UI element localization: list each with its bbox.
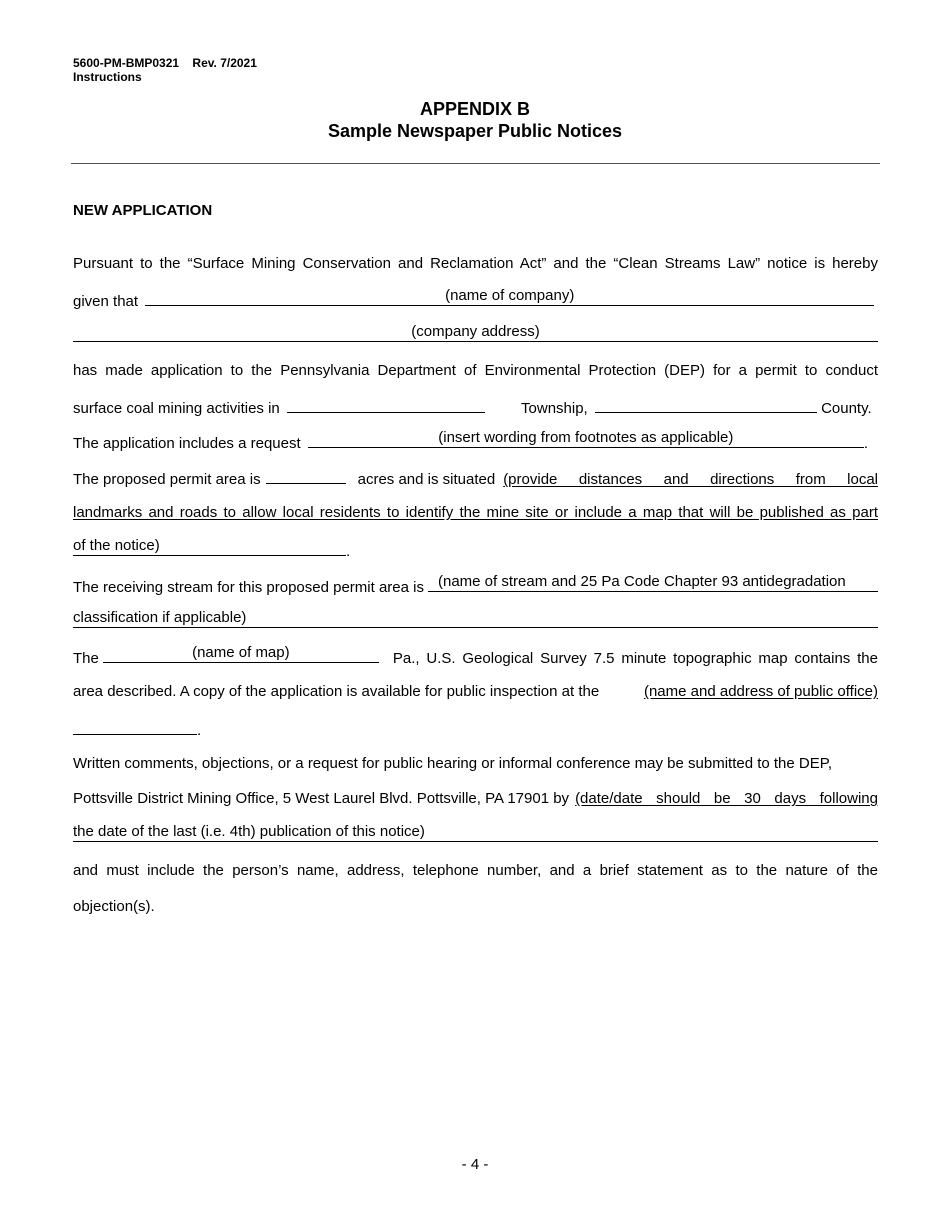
- district-office-text: Pottsville District Mining Office, 5 West Laurel Blvd. Pottsville, PA 17901 by: [73, 790, 570, 807]
- notice-line-2: [73, 289, 878, 312]
- township-blank[interactable]: [287, 396, 485, 413]
- revision: Rev. 7/2021: [192, 56, 257, 70]
- notice-line-9: [73, 539, 878, 562]
- notice-line-3: [73, 325, 878, 348]
- stream-placeholder: (name of stream and 25 Pa Code Chapter 93 antidegradation: [437, 573, 846, 590]
- receiving-stream-text: The receiving stream for this proposed permit area is: [73, 579, 424, 596]
- office-period: .: [197, 722, 202, 739]
- notice-line-13: [73, 682, 878, 702]
- title-divider: [71, 163, 880, 164]
- of-the-notice-placeholder: of the notice): [73, 537, 160, 554]
- notice-line-10: [73, 575, 878, 598]
- date-due-placeholder[interactable]: (date/date should be 30 days following: [575, 790, 878, 807]
- form-id-block: [73, 56, 257, 84]
- county-text: County.: [821, 400, 872, 417]
- notice-line-5: [73, 396, 878, 419]
- notice-line-14: [73, 718, 878, 741]
- usgs-text: Pa., U.S. Geological Survey 7.5 minute topographic map contains the: [392, 650, 878, 667]
- appendix-subtitle: Sample Newspaper Public Notices: [327, 121, 623, 141]
- the-text: The: [73, 650, 99, 667]
- notice-line-16: [73, 789, 878, 809]
- notice-line-11: [73, 611, 878, 634]
- form-number: 5600-PM-BMP0321: [73, 56, 180, 70]
- notice-line-17: [73, 825, 878, 848]
- page-number: - 4 -: [461, 1156, 489, 1173]
- stream-blank[interactable]: [428, 575, 878, 592]
- given-that-text: given that: [73, 293, 139, 310]
- request-wording-blank[interactable]: [308, 431, 864, 448]
- form-number-line: [73, 56, 257, 70]
- classification-blank[interactable]: [73, 611, 878, 628]
- company-address-blank[interactable]: [73, 325, 878, 342]
- notice-line-1: Pursuant to the “Surface Mining Conservation and Reclamation Act” and the “Clean Streams Law” notice is hereby: [73, 255, 878, 272]
- notice-line-4: has made application to the Pennsylvania Department of Environmental Protection (DEP) for a permit to conduct: [73, 362, 878, 379]
- distances-placeholder[interactable]: (provide distances and directions from local: [503, 471, 878, 488]
- classification-placeholder: classification if applicable): [73, 609, 247, 626]
- doc-type: Instructions: [73, 70, 142, 84]
- company-name-blank[interactable]: [145, 289, 874, 306]
- notice-line-18: and must include the person’s name, address, telephone number, and a brief statement as to the nature of the: [73, 862, 878, 879]
- date-cont-placeholder: the date of the last (i.e. 4th) publication of this notice): [73, 823, 425, 840]
- company-name-placeholder: (name of company): [445, 287, 575, 304]
- public-office-blank[interactable]: [73, 718, 197, 735]
- notice-line-6: [73, 431, 878, 454]
- request-period: .: [863, 435, 868, 452]
- acres-blank[interactable]: [266, 467, 346, 484]
- permit-area-text: The proposed permit area is: [73, 471, 261, 488]
- notice-location-blank[interactable]: [73, 539, 346, 556]
- map-name-placeholder: (name of map): [192, 644, 290, 661]
- county-blank[interactable]: [595, 396, 817, 413]
- public-office-placeholder[interactable]: (name and address of public office): [643, 683, 878, 700]
- area-described-text: area described. A copy of the application is available for public inspection at the: [73, 683, 600, 700]
- section-heading: NEW APPLICATION: [73, 202, 213, 219]
- request-wording-placeholder: (insert wording from footnotes as applicable): [438, 429, 734, 446]
- notice-line-19: objection(s).: [73, 898, 155, 915]
- company-address-placeholder: (company address): [411, 323, 540, 340]
- request-text: The application includes a request: [73, 435, 301, 452]
- surface-mining-text: surface coal mining activities in: [73, 400, 280, 417]
- notice-line-7: [73, 467, 878, 490]
- notice-line-8[interactable]: landmarks and roads to allow local residents to identify the mine site or include a map that will be published as part: [73, 504, 878, 521]
- location-period: .: [346, 543, 351, 560]
- acres-text: acres and is situated: [357, 471, 496, 488]
- township-text: Township,: [521, 400, 588, 417]
- notice-line-12: [73, 646, 878, 669]
- notice-line-15: Written comments, objections, or a request for public hearing or informal conference may be submitted to the DEP,: [73, 755, 832, 772]
- date-blank[interactable]: [73, 825, 878, 842]
- appendix-title: APPENDIX B: [419, 99, 531, 119]
- map-name-blank[interactable]: [103, 646, 379, 663]
